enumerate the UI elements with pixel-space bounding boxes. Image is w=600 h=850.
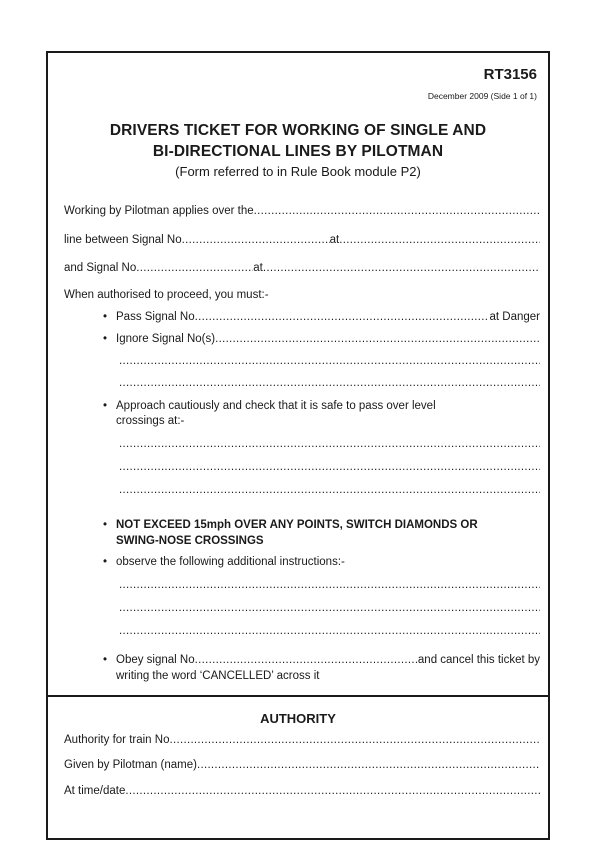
time-date-label: At time/date [64, 785, 126, 797]
and-signal-at-label: at [253, 262, 263, 274]
additional-instructions-line-1[interactable] [119, 579, 540, 591]
form-title-line1: DRIVERS TICKET FOR WORKING OF SINGLE AND [109, 122, 487, 139]
additional-instructions-line-3[interactable] [119, 625, 540, 637]
approach-line1: Approach cautiously and check that it is safe to pass over level [116, 400, 436, 412]
form-date: December 2009 (Side 1 of 1) [427, 91, 537, 101]
additional-instructions-line-2[interactable] [119, 602, 540, 614]
bullet-icon: • [103, 333, 108, 345]
observe-label: observe the following additional instructions:- [116, 556, 345, 568]
ignore-signal-extra-line-2[interactable] [119, 377, 540, 389]
authority-heading: AUTHORITY [260, 711, 336, 726]
line-between-location-field[interactable] [339, 234, 540, 246]
instructions-intro: When authorised to proceed, you must:- [64, 289, 269, 301]
crossings-line-3[interactable] [119, 484, 540, 496]
pass-signal-row [116, 311, 540, 323]
ignore-signal-row [116, 333, 540, 345]
bullet-icon: • [103, 400, 108, 412]
working-over-field[interactable] [254, 205, 540, 217]
given-by-row [64, 759, 540, 771]
pass-signal-field[interactable] [195, 311, 490, 323]
bullet-icon: • [103, 654, 108, 666]
and-signal-row [64, 262, 540, 274]
given-by-label: Given by Pilotman (name) [64, 759, 197, 771]
speed-restriction-line2: SWING-NOSE CROSSINGS [116, 535, 264, 547]
train-no-field[interactable] [169, 734, 540, 746]
form-code: RT3156 [483, 66, 537, 83]
line-between-at-label: at [329, 234, 340, 246]
ignore-signal-extra-line-1[interactable] [119, 355, 540, 367]
crossings-line-1[interactable] [119, 438, 540, 450]
bullet-icon: • [103, 311, 108, 323]
working-over-row[interactable] [64, 205, 540, 217]
and-signal-location-field[interactable] [263, 262, 540, 274]
working-over-label: Working by Pilotman applies over the [64, 205, 254, 217]
ticket-form [46, 51, 550, 840]
bullet-icon: • [103, 519, 108, 531]
and-signal-field[interactable] [136, 262, 253, 274]
line-between-label: line between Signal No [64, 234, 182, 246]
cancel-line2: writing the word ‘CANCELLED’ across it [116, 670, 320, 682]
time-date-row [64, 785, 540, 797]
form-title-line2: BI-DIRECTIONAL LINES BY PILOTMAN [152, 143, 444, 160]
bullet-icon: • [103, 556, 108, 568]
train-no-label: Authority for train No [64, 734, 170, 746]
cancel-line1: and cancel this ticket by [417, 654, 540, 666]
train-no-row [64, 734, 540, 746]
line-between-signal-field[interactable] [182, 234, 330, 246]
and-signal-label: and Signal No [64, 262, 137, 274]
ignore-signal-field[interactable] [215, 333, 540, 345]
at-danger-label: at Danger [489, 311, 540, 323]
obey-signal-field[interactable] [195, 654, 418, 666]
ignore-signal-label: Ignore Signal No(s) [116, 333, 216, 345]
time-date-field[interactable] [125, 785, 540, 797]
line-between-row [64, 234, 540, 246]
obey-signal-row [116, 654, 540, 666]
crossings-line-2[interactable] [119, 461, 540, 473]
section-divider [48, 695, 548, 697]
obey-signal-label: Obey signal No [116, 654, 195, 666]
approach-line2: crossings at:- [116, 415, 185, 427]
speed-restriction-line1: NOT EXCEED 15mph OVER ANY POINTS, SWITCH DIAMONDS OR [116, 519, 478, 531]
pass-signal-label: Pass Signal No [116, 311, 195, 323]
form-subtitle: (Form referred to in Rule Book module P2) [175, 164, 421, 179]
given-by-field[interactable] [197, 759, 540, 771]
